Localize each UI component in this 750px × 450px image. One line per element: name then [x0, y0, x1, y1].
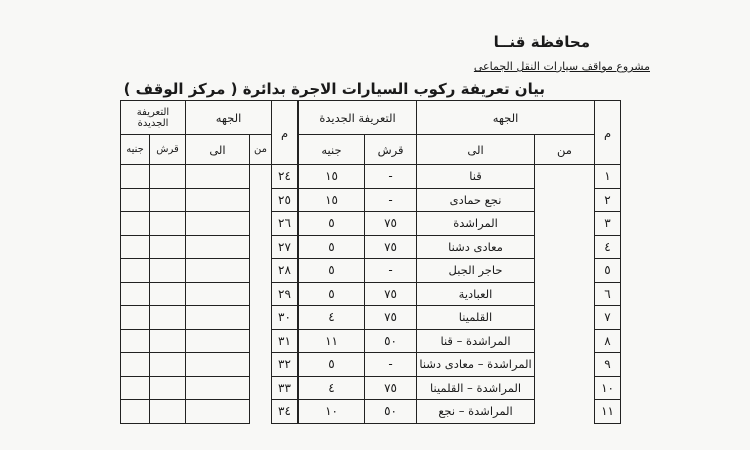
fare-pound: ١٠	[299, 400, 365, 424]
table-row	[121, 376, 298, 400]
fare-pound: ١١	[299, 329, 365, 353]
document-title: بيان تعريفة ركوب السيارات الاجرة بدائرة ( مركز الوقف )	[123, 80, 545, 98]
row-number: ٨	[595, 329, 621, 353]
row-number: ٦	[595, 282, 621, 306]
fare-pound: ٤	[299, 306, 365, 330]
row-number: ٥	[595, 259, 621, 283]
fare-piaster: ٥٠	[365, 400, 417, 424]
table-row	[121, 353, 298, 377]
header-direction: الجهه	[417, 101, 595, 135]
header-number: م	[272, 101, 298, 165]
fare-table-main	[298, 100, 621, 424]
destination: المراشدة – القلمينا	[417, 376, 535, 400]
fare-piaster: ٥٠	[365, 329, 417, 353]
row-number: ٤	[595, 235, 621, 259]
row-number: ٣٤	[272, 400, 298, 424]
table-row	[121, 188, 298, 212]
row-number: ٢٩	[272, 282, 298, 306]
table-row	[299, 165, 621, 189]
fare-piaster: ٧٥	[365, 212, 417, 236]
row-number: ٢	[595, 188, 621, 212]
fare-pound: ٥	[299, 212, 365, 236]
fare-piaster: -	[365, 165, 417, 189]
fare-pound: ١٥	[299, 188, 365, 212]
header-direction: الجهه	[186, 101, 272, 135]
destination: قنا	[417, 165, 535, 189]
header-pound: جنيه	[121, 135, 150, 165]
destination: المراشدة – معادى دشنا	[417, 353, 535, 377]
destination: العبادية	[417, 282, 535, 306]
row-number: ٣٣	[272, 376, 298, 400]
table-row	[121, 235, 298, 259]
row-number: ١١	[595, 400, 621, 424]
destination: القلمينا	[417, 306, 535, 330]
destination: نجع حمادى	[417, 188, 535, 212]
destination: معادى دشنا	[417, 235, 535, 259]
row-number: ٣١	[272, 329, 298, 353]
fare-piaster: ٧٥	[365, 376, 417, 400]
table-row	[121, 165, 298, 189]
fare-piaster: ٧٥	[365, 282, 417, 306]
fare-piaster: -	[365, 188, 417, 212]
table-row	[121, 400, 298, 424]
table-row	[121, 212, 298, 236]
table-row	[121, 282, 298, 306]
fare-piaster: -	[365, 353, 417, 377]
header-piaster: قرش	[365, 135, 417, 165]
row-number: ٢٨	[272, 259, 298, 283]
row-number: ٣٠	[272, 306, 298, 330]
from-cell	[535, 165, 595, 424]
row-number: ٢٦	[272, 212, 298, 236]
fare-pound: ٤	[299, 376, 365, 400]
header-pound: جنيه	[299, 135, 365, 165]
row-number: ٧	[595, 306, 621, 330]
header-new-fare: التعريفة الجديدة	[299, 101, 417, 135]
header-number: م	[595, 101, 621, 165]
project-subtitle: مشروع مواقف سيارات النقل الجماعى	[473, 60, 650, 73]
header-from: من	[250, 135, 272, 165]
row-number: ١	[595, 165, 621, 189]
row-number: ٢٧	[272, 235, 298, 259]
fare-piaster: -	[365, 259, 417, 283]
governorate-heading: محافظة قنــا	[493, 33, 590, 51]
header-piaster: قرش	[150, 135, 186, 165]
row-number: ٣	[595, 212, 621, 236]
from-cell	[250, 165, 272, 424]
row-number: ٢٤	[272, 165, 298, 189]
row-number: ٣٢	[272, 353, 298, 377]
fare-piaster: ٧٥	[365, 235, 417, 259]
row-number: ٩	[595, 353, 621, 377]
fare-pound: ٥	[299, 353, 365, 377]
table-row	[121, 329, 298, 353]
row-number: ٢٥	[272, 188, 298, 212]
fare-pound: ٥	[299, 282, 365, 306]
destination: المراشدة – نجع	[417, 400, 535, 424]
fare-pound: ٥	[299, 259, 365, 283]
table-row	[121, 259, 298, 283]
destination: المراشدة – قنا	[417, 329, 535, 353]
table-row	[121, 306, 298, 330]
fare-pound: ١٥	[299, 165, 365, 189]
fare-piaster: ٧٥	[365, 306, 417, 330]
header-to: الى	[417, 135, 535, 165]
fare-table-continuation	[120, 100, 298, 424]
row-number: ١٠	[595, 376, 621, 400]
header-new-fare: التعريفة الجديدة	[121, 101, 186, 135]
destination: المراشدة	[417, 212, 535, 236]
header-from: من	[535, 135, 595, 165]
destination: حاجر الجبل	[417, 259, 535, 283]
header-to: الى	[186, 135, 250, 165]
fare-pound: ٥	[299, 235, 365, 259]
